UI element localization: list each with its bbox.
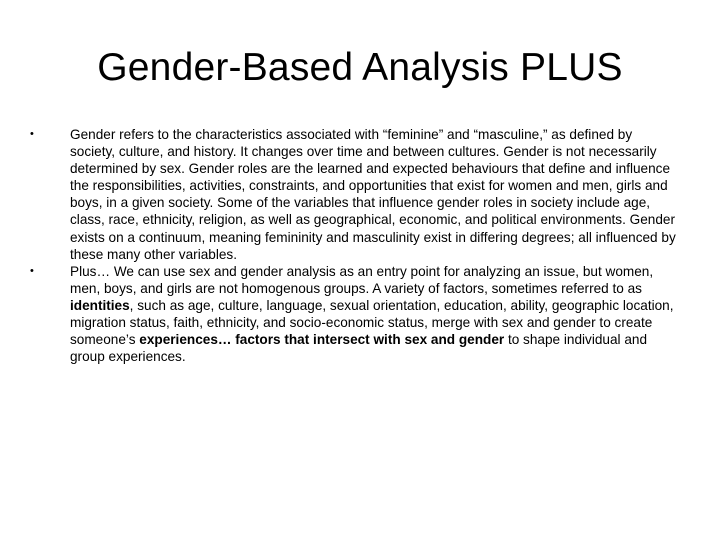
bullet-marker: • (30, 264, 34, 277)
bullet-marker: • (30, 128, 34, 140)
slide-title: Gender-Based Analysis PLUS (97, 46, 623, 89)
bullet-item-plus (30, 263, 680, 366)
bullet-list (30, 126, 680, 365)
bullet-text-plus-end: to shape individual and group experiences. (70, 332, 648, 365)
bullet-item-gender-definition (30, 126, 680, 263)
bullet-text-identities: identities (70, 297, 130, 313)
bullet-text-plus-intro: Plus… We can use sex and gender analysis as an entry point for analyzing an issue, but women, men, boys, and girls are not homogenous groups. A variety of factors, sometimes referred to as (70, 263, 654, 296)
bullet-text-plus-middle: , such as age, culture, language, sexual orientation, education, ability, geographic location, migration status, faith, ethnicity, and socio-economic status, merge with sex and gender to create someone’s (70, 297, 674, 348)
bullet-text-experiences: experiences… factors that intersect with sex and gender (139, 332, 505, 348)
bullet-text-gender-definition: Gender refers to the characteristics associated with “feminine” and “masculine,” as defined by society, culture, and history. It changes over time and between cultures. Gender is not necessarily determined by sex. Gender roles are the learned and expected behaviours that define and influence the responsibilities, activities, constraints, and opportunities that exist for women and men, girls and boys, in a given society. Some of the variables that influence gender roles in society include age, class, race, ethnicity, religion, as well as geographical, economic, and political environments. Gender exists on a continuum, meaning femininity and masculinity exist in differing degrees; all influenced by these many other variables. (70, 127, 676, 262)
